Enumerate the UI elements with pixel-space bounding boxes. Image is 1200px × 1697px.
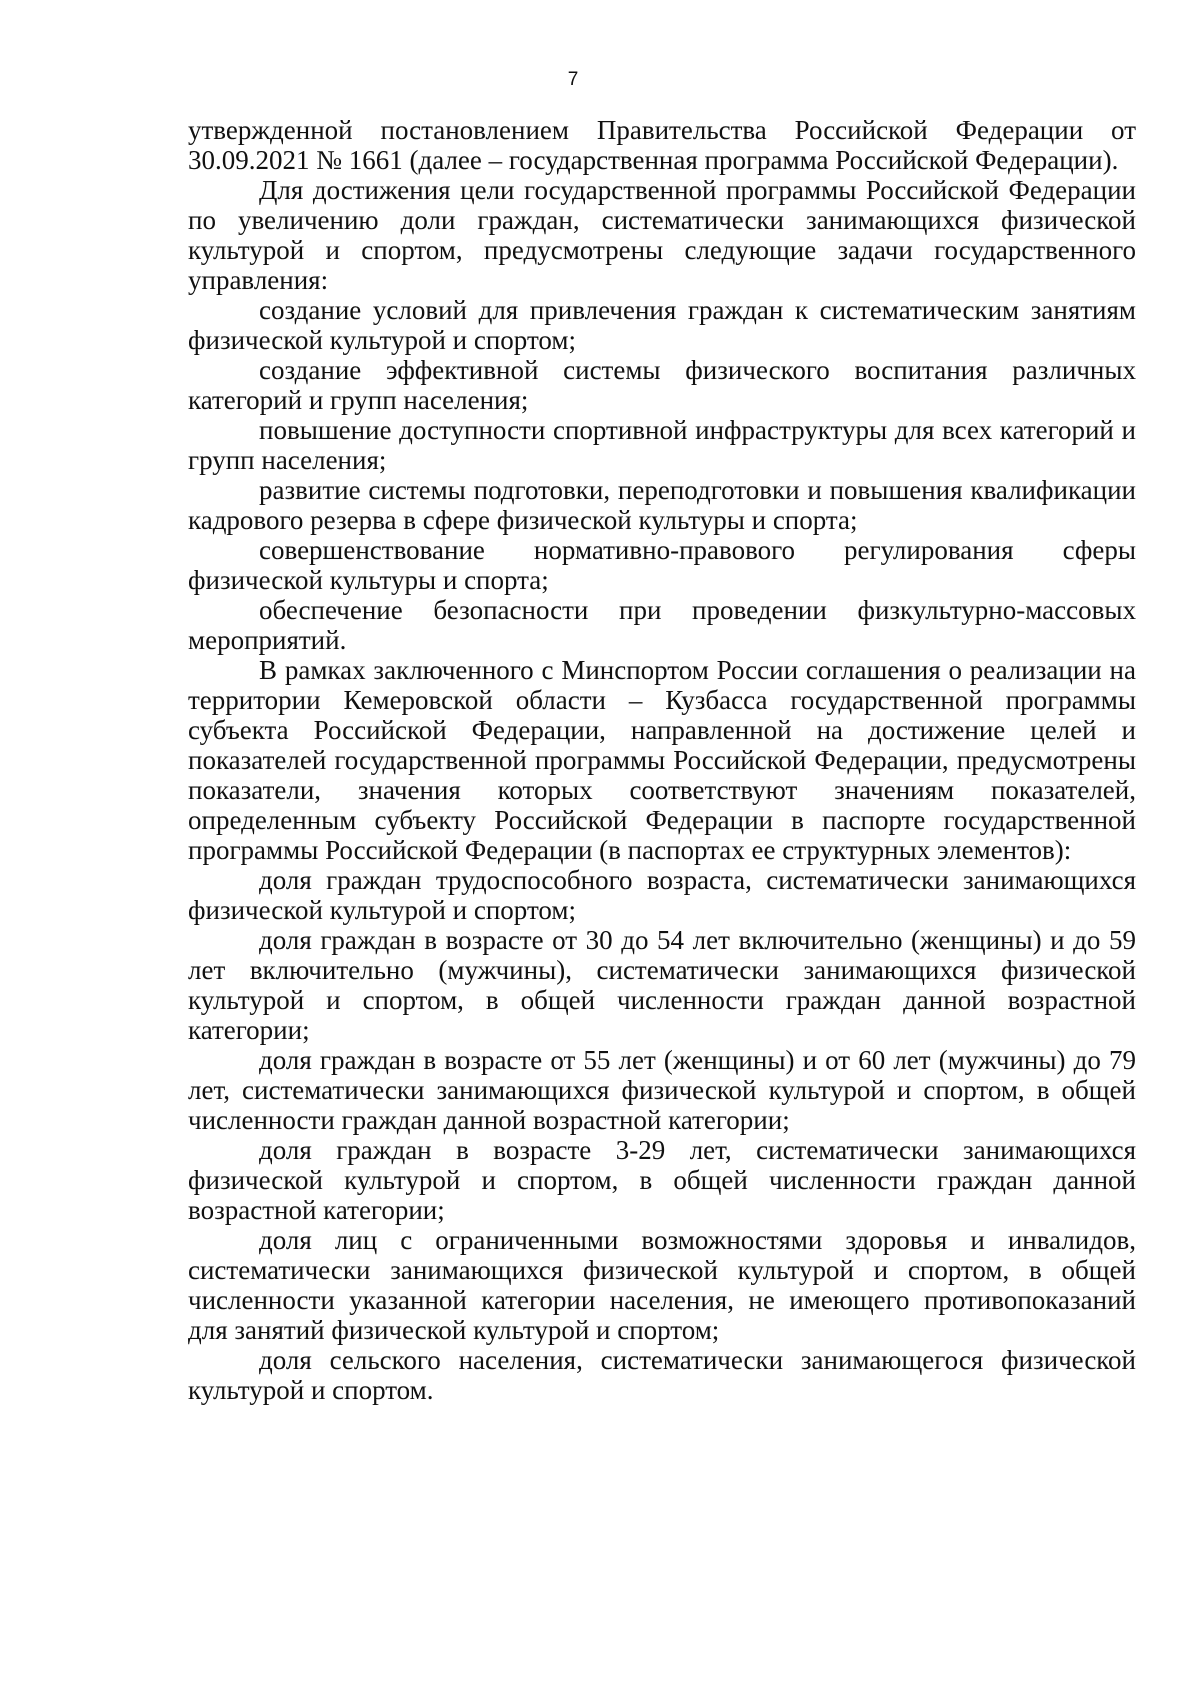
indicator-item: доля граждан в возрасте от 55 лет (женщины) и от 60 лет (мужчины) до 79 лет, систематически занимающихся физической культурой и спортом, в общей численности граждан данной возрастной категории; (188, 1045, 1136, 1135)
paragraph-agreement: В рамках заключенного с Минспортом России соглашения о реализации на территории Кемеровской области – Кузбасса государственной программы субъекта Российской Федерации, направленной на достижение целей и показателей государственной программы Российской Федерации, предусмотрены показатели, значения которых соответствуют значениям показателей, определенным субъекту Российской Федерации в паспорте государственной программы Российской Федерации (в паспортах ее структурных элементов): (188, 655, 1136, 865)
task-item: повышение доступности спортивной инфраструктуры для всех категорий и групп населения; (188, 415, 1136, 475)
indicator-item: доля лиц с ограниченными возможностями здоровья и инвалидов, систематически занимающихся физической культурой и спортом, в общей численности указанной категории населения, не имеющего противопоказаний для занятий физической культурой и спортом; (188, 1225, 1136, 1345)
indicator-item: доля сельского населения, систематически занимающегося физической культурой и спортом. (188, 1345, 1136, 1405)
paragraph-continuation: утвержденной постановлением Правительства Российской Федерации от 30.09.2021 № 1661 (далее – государственная программа Российской Федерации). (188, 115, 1136, 175)
task-item: создание эффективной системы физического воспитания различных категорий и групп населения; (188, 355, 1136, 415)
indicator-item: доля граждан в возрасте от 30 до 54 лет включительно (женщины) и до 59 лет включительно (мужчины), систематически занимающихся физической культурой и спортом, в общей численности граждан данной возрастной категории; (188, 925, 1136, 1045)
task-item: обеспечение безопасности при проведении физкультурно-массовых мероприятий. (188, 595, 1136, 655)
paragraph-goal-intro: Для достижения цели государственной программы Российской Федерации по увеличению доли граждан, систематически занимающихся физической культурой и спортом, предусмотрены следующие задачи государственного управления: (188, 175, 1136, 295)
indicator-item: доля граждан в возрасте 3-29 лет, систематически занимающихся физической культурой и спортом, в общей численности граждан данной возрастной категории; (188, 1135, 1136, 1225)
task-item: совершенствование нормативно-правового регулирования сферы физической культуры и спорта; (188, 535, 1136, 595)
page-number: 7 (567, 69, 579, 90)
document-body (188, 115, 1136, 1405)
task-item: создание условий для привлечения граждан к систематическим занятиям физической культурой и спортом; (188, 295, 1136, 355)
task-item: развитие системы подготовки, переподготовки и повышения квалификации кадрового резерва в сфере физической культуры и спорта; (188, 475, 1136, 535)
indicator-item: доля граждан трудоспособного возраста, систематически занимающихся физической культурой и спортом; (188, 865, 1136, 925)
